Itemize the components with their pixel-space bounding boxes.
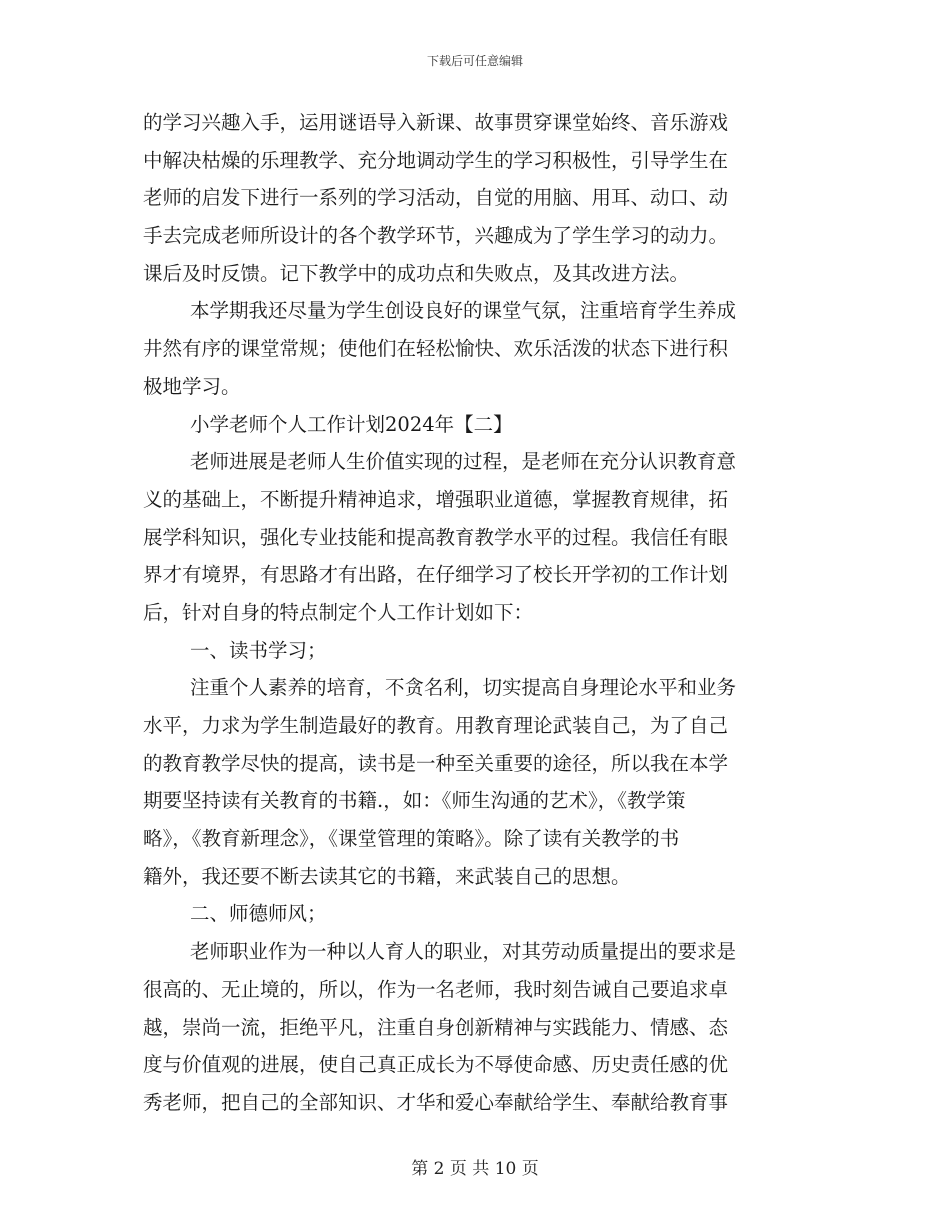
text-line: 老师的启发下进行一系列的学习活动，自觉的用脑、用耳、动口、动 [143, 186, 729, 210]
text-line: 水平，力求为学生制造最好的教育。用教育理论武装自己，为了自己 [143, 714, 729, 737]
text-line: 略》，《教育新理念》，《课堂管理的策略》。除了读有关教学的书 [143, 827, 680, 851]
text-line: 后，针对自身的特点制定个人工作计划如下： [143, 600, 534, 624]
text-line: 中解决枯燥的乐理教学、充分地调动学生的学习积极性，引导学生在 [143, 148, 729, 172]
text-line: 本学期我还尽量为学生创设良好的课堂气氛，注重培育学生养成 [190, 299, 737, 323]
text-line: 二、师德师风； [190, 902, 327, 926]
text-line: 课后及时反馈。记下教学中的成功点和失败点，及其改进方法。 [143, 261, 690, 285]
text-line: 老师职业作为一种以人育人的职业，对其劳动质量提出的要求是 [190, 940, 737, 964]
text-line: 的学习兴趣入手，运用谜语导入新课、故事贯穿课堂始终、音乐游戏 [143, 111, 729, 134]
text-line: 展学科知识，强化专业技能和提高教育教学水平的过程。我信任有眼 [143, 525, 729, 549]
page-number-footer: 第 2 页 共 10 页 [411, 1159, 539, 1179]
text-line: 界才有境界，有思路才有出路，在仔细学习了校长开学初的工作计划 [143, 563, 729, 587]
text-line: 越，崇尚一流，拒绝平凡，注重自身创新精神与实践能力、情感、态 [143, 1015, 729, 1039]
text-line: 老师进展是老师人生价值实现的过程，是老师在充分认识教育意 [190, 450, 737, 474]
text-line: 手去完成老师所设计的各个教学环节，兴趣成为了学生学习的动力。 [143, 224, 729, 248]
text-line: 度与价值观的进展，使自己真正成长为不辱使命感、历史责任感的优 [143, 1053, 729, 1077]
text-line: 井然有序的课堂常规；使他们在轻松愉快、欢乐活泼的状态下进行积 [143, 337, 729, 361]
text-line: 注重个人素养的培育，不贪名利，切实提高自身理论水平和业务 [190, 676, 737, 700]
page-header-note: 下载后可任意编辑 [426, 54, 523, 68]
text-line: 一、读书学习； [190, 638, 327, 662]
text-line: 很高的、无止境的，所以，作为一名老师，我时刻告诫自己要追求卓 [143, 977, 729, 1001]
text-line: 期要坚持读有关教育的书籍.，如：《师生沟通的艺术》，《教学策 [143, 789, 686, 813]
text-line: 的教育教学尽快的提高，读书是一种至关重要的途径，所以我在本学 [143, 751, 729, 775]
text-line: 小学老师个人工作计划2024年【二】 [190, 412, 513, 436]
text-line: 秀老师，把自己的全部知识、才华和爱心奉献给学生、奉献给教育事 [143, 1090, 729, 1114]
text-line: 义的基础上，不断提升精神追求，增强职业道德，掌握教育规律，拓 [143, 487, 729, 511]
text-line: 极地学习。 [143, 374, 241, 398]
text-line: 籍外，我还要不断去读其它的书籍，来武装自己的思想。 [143, 864, 631, 888]
document-body [143, 104, 808, 1122]
